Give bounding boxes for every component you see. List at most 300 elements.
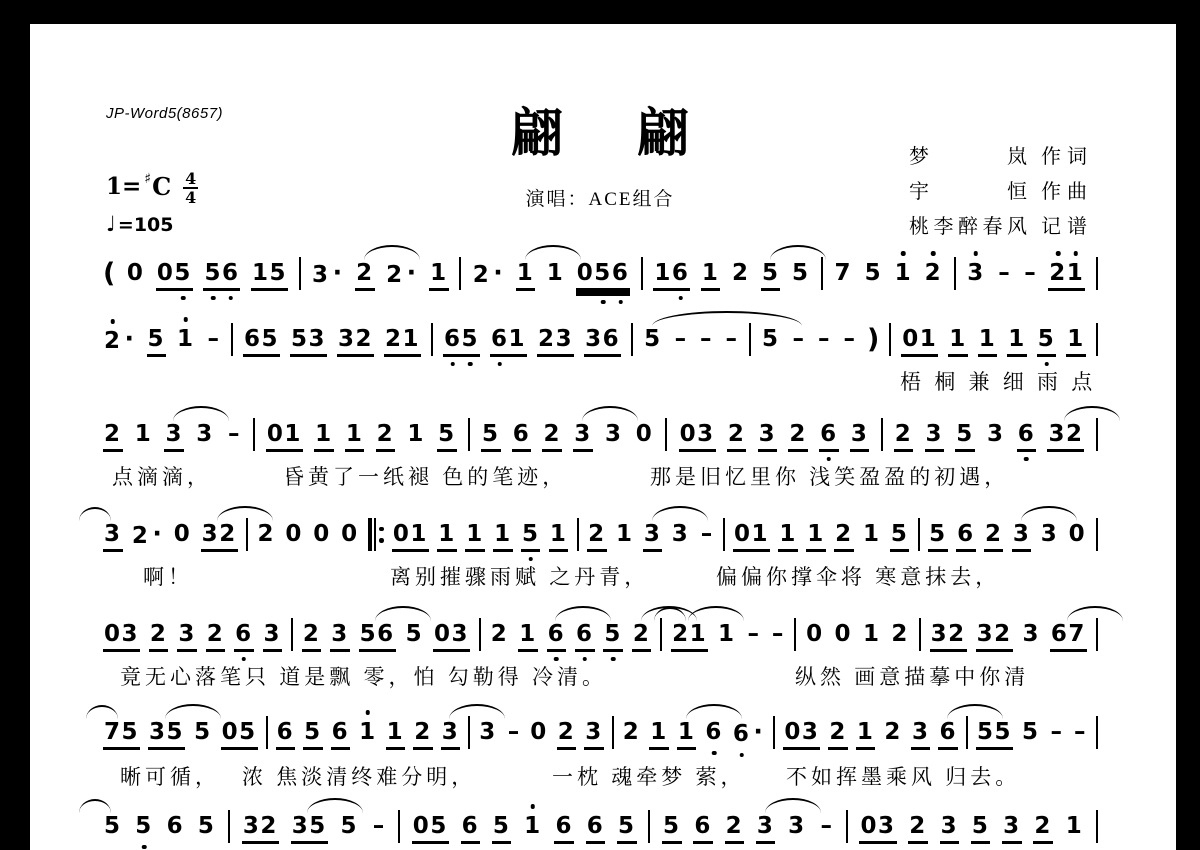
duration-dash: – [817, 326, 830, 352]
note-digit: 5 [890, 521, 909, 547]
note-digit: 2 [725, 813, 744, 839]
note-digit: 0 [341, 521, 359, 547]
lyric-segment: 那是旧忆里你 浅笑盈盈的初遇， [650, 465, 1010, 489]
note-cell [787, 813, 807, 839]
note-digit: 0 [635, 421, 654, 447]
note-digit: 1 [315, 421, 333, 447]
note-digit: 2 [414, 719, 432, 745]
note-digit: 1 [386, 719, 405, 745]
note-cell [263, 621, 283, 652]
note-cell [413, 719, 433, 750]
barline [918, 518, 920, 551]
note-cell [103, 326, 137, 354]
note-digit: 1 [177, 326, 195, 352]
note-digit: 3 [878, 813, 896, 839]
note-digit: 2 [909, 813, 927, 839]
note-digit: 6 [444, 326, 462, 352]
note-cell [443, 326, 480, 357]
lyric-row-1 [0, 366, 1200, 396]
note-cell [693, 813, 713, 844]
credit-row [909, 175, 1093, 210]
note-cell [862, 621, 882, 647]
note-cell [521, 521, 541, 552]
lyric-segment: 离别摧骤雨赋 之丹青， [390, 565, 650, 589]
note-cell [148, 719, 185, 750]
note-cell [783, 719, 820, 750]
note-digit: 3 [308, 326, 327, 352]
note-cell [546, 260, 566, 286]
note-digit: 2 [538, 326, 556, 352]
barline [749, 323, 751, 356]
credit-name: 宇恒 [909, 181, 1027, 203]
note-digit: 3 [643, 521, 662, 547]
note-cell [358, 719, 378, 745]
high-octave-dot [111, 319, 116, 324]
note-digit: 6 [377, 621, 395, 647]
note-digit: 0 [902, 326, 920, 352]
note-cell [587, 521, 607, 552]
note-cell [617, 813, 637, 844]
note-digit: 1 [345, 421, 364, 447]
barline [468, 716, 470, 749]
note-cell [761, 326, 781, 352]
low-octave-dot [618, 300, 623, 305]
note-cell [392, 521, 429, 552]
note-cell [242, 813, 279, 844]
time-signature [183, 171, 198, 205]
note-cell [472, 260, 506, 288]
note-cell [405, 621, 425, 647]
note-digit: 2 [543, 421, 561, 447]
note-cell [576, 260, 631, 291]
note-cell [1021, 719, 1041, 745]
note-cell [573, 421, 593, 452]
note-digit: 5 [438, 421, 456, 447]
note-digit: 3 [574, 421, 592, 447]
note-digit: 2 [104, 328, 122, 354]
note-cell [554, 813, 574, 844]
note-digit: 3 [604, 421, 623, 447]
note-digit: 3 [312, 262, 330, 288]
lyric-row-3 [0, 561, 1200, 591]
note-cell [134, 813, 154, 839]
lyric-segment: 竟无心落笔只 道是飘 零，怕 勾勒得 冷清。 [120, 665, 607, 689]
note-digit: 2 [731, 260, 750, 286]
note-digit: 5 [929, 521, 947, 547]
note-digit: 6 [576, 621, 594, 647]
note-digit: 2 [149, 621, 168, 647]
note-cell [173, 521, 193, 547]
note-cell [547, 621, 567, 652]
note-digit: 5 [309, 813, 327, 839]
note-cell [1037, 326, 1057, 357]
note-cell [461, 813, 481, 844]
note-cell [493, 521, 513, 552]
credit-role: 作词 [1041, 146, 1093, 168]
duration-dash: – [700, 521, 713, 547]
note-digit: 2 [385, 326, 403, 352]
note-digit: 3 [976, 621, 995, 647]
note-cell [671, 621, 708, 652]
note-digit: 0 [126, 260, 145, 286]
note-digit: 6 [491, 326, 509, 352]
duration-dash: – [507, 719, 520, 745]
note-cell [512, 421, 532, 452]
note-digit: 5 [1022, 719, 1040, 745]
note-cell [221, 719, 258, 750]
note-digit: 3 [756, 813, 775, 839]
augmentation-dot: · [753, 717, 765, 746]
tempo-value: =105 [117, 214, 174, 236]
barline [246, 518, 248, 551]
note-cell [615, 521, 635, 547]
note-digit: 6 [1018, 421, 1036, 447]
watermark-text: JP-Word5(8657) [106, 105, 224, 122]
note-digit: 2 [891, 621, 909, 647]
note-cell [622, 719, 642, 745]
note-cell [103, 421, 123, 452]
note-digit: 3 [196, 421, 214, 447]
note-digit: 1 [701, 260, 720, 286]
note-cell [195, 421, 215, 447]
note-digit: 5 [290, 326, 309, 352]
repeat-dots [379, 527, 384, 543]
note-cell [584, 326, 621, 357]
note-digit: 1 [919, 326, 938, 352]
note-digit: 2 [948, 621, 966, 647]
note-digit: 2 [984, 521, 1003, 547]
note-digit: 0 [860, 813, 878, 839]
barline [648, 810, 650, 843]
note-digit: 2 [829, 719, 847, 745]
barline [468, 418, 470, 451]
performer-line: 演唱：ACE组合 [525, 189, 675, 210]
note-digit: 3 [1003, 813, 1021, 839]
note-digit: 5 [604, 621, 622, 647]
note-digit: 1 [616, 521, 634, 547]
note-cell [758, 421, 778, 452]
note-cell [679, 421, 716, 452]
high-octave-dot [531, 804, 536, 809]
high-octave-dot [366, 710, 371, 715]
note-digit: 5 [194, 719, 212, 745]
note-cell [330, 621, 350, 652]
note-cell [1048, 260, 1085, 291]
note-digit: 1 [689, 621, 708, 647]
note-cell [385, 260, 419, 288]
note-cell [955, 421, 975, 452]
high-octave-dot [1073, 251, 1078, 256]
note-digit: 2 [206, 621, 225, 647]
note-cell [704, 719, 724, 745]
note-digit: 1 [546, 260, 565, 286]
note-digit: 5 [994, 719, 1012, 745]
barline [723, 518, 725, 551]
note-digit: 3 [585, 719, 603, 745]
note-cell [976, 719, 1013, 750]
duration-dash: – [700, 326, 712, 352]
title-character: 翩 [510, 103, 563, 164]
note-cell [911, 719, 931, 750]
note-digit: 0 [834, 621, 853, 647]
note-digit: 5 [261, 326, 279, 352]
note-cell [806, 521, 826, 552]
note-cell [311, 260, 345, 288]
note-digit: 6 [957, 521, 975, 547]
note-digit: 5 [304, 719, 322, 745]
music-line-2 [103, 326, 1098, 357]
note-digit: 1 [949, 326, 967, 352]
barline [253, 418, 255, 451]
duration-dash: – [1074, 719, 1086, 745]
note-digit: 1 [650, 719, 668, 745]
lyric-segment: 啊！ [143, 565, 193, 589]
note-cell [632, 621, 652, 652]
note-digit: 0 [530, 719, 548, 745]
note-cell [649, 719, 669, 750]
note-digit: 3 [555, 326, 574, 352]
note-cell [149, 621, 169, 652]
key-signature [106, 169, 198, 207]
note-cell [542, 421, 562, 452]
note-cell [1017, 421, 1037, 452]
augmentation-dot: · [406, 258, 418, 287]
note-cell [481, 421, 501, 452]
low-octave-dot [142, 845, 147, 850]
augmentation-dot: · [493, 258, 505, 287]
note-cell [518, 621, 538, 652]
note-cell [1012, 521, 1032, 552]
note-cell [557, 719, 577, 750]
note-digit: 2 [260, 813, 278, 839]
note-cell [529, 719, 549, 745]
duration-dash: – [207, 326, 219, 352]
note-digit: 1 [466, 521, 484, 547]
note-cell [437, 521, 457, 552]
barline [821, 257, 823, 290]
note-digit: 3 [104, 521, 122, 547]
note-digit: 6 [1050, 621, 1069, 647]
duration-dash: – [771, 621, 784, 647]
high-octave-dot [901, 251, 906, 256]
note-cell [978, 326, 998, 357]
note-cell [386, 719, 406, 750]
lyric-segment: 不如挥墨乘风 归去。 [786, 765, 1021, 789]
note-digit: 5 [462, 326, 480, 352]
note-digit: 1 [524, 813, 542, 839]
note-cell [331, 719, 351, 750]
note-digit: 5 [976, 719, 995, 745]
note-digit: 1 [251, 260, 270, 286]
lyric-segment: 纵然 画意描摹中你清 [795, 665, 1030, 689]
lyric-row-2 [0, 461, 1200, 491]
note-cell [339, 813, 359, 839]
note-cell [478, 719, 498, 745]
note-digit: 1 [751, 521, 769, 547]
augmentation-dot: · [332, 258, 344, 287]
note-digit: 0 [733, 521, 752, 547]
note-digit: 2 [588, 521, 606, 547]
note-digit: 3 [925, 421, 944, 447]
barline [1096, 323, 1098, 356]
note-digit: 0 [104, 621, 122, 647]
duration-dash: – [725, 326, 738, 352]
note-digit: 1 [862, 621, 881, 647]
note-digit: 1 [1067, 260, 1085, 286]
note-digit: 5 [792, 260, 810, 286]
note-cell [166, 813, 186, 839]
duration-dash: – [747, 621, 759, 647]
note-cell [156, 260, 193, 291]
note-digit: 0 [806, 621, 824, 647]
note-digit: 5 [174, 260, 192, 286]
note-cell [376, 421, 396, 452]
note-digit: 3 [201, 521, 220, 547]
note-digit: 2 [632, 621, 651, 647]
note-digit: 1 [1065, 813, 1084, 839]
note-digit: 2 [257, 521, 275, 547]
note-digit: 6 [602, 326, 621, 352]
note-digit: 1 [430, 260, 448, 286]
note-cell [437, 421, 457, 452]
note-cell [490, 326, 527, 357]
note-cell [862, 521, 882, 547]
barline [919, 618, 921, 651]
note-cell [635, 421, 655, 447]
note-cell [103, 621, 140, 652]
note-digit: 6 [586, 813, 605, 839]
barline [794, 618, 796, 651]
note-cell [731, 260, 751, 286]
barline [631, 323, 633, 356]
music-line-4 [103, 521, 1098, 552]
note-cell [465, 521, 485, 552]
note-cell [291, 813, 328, 844]
note-digit: 6 [612, 260, 630, 286]
note-digit: 6 [705, 719, 723, 745]
note-digit: 1 [1067, 326, 1085, 352]
duration-dash: – [820, 813, 832, 839]
lyric-row-4 [0, 661, 1200, 691]
note-digit: 3 [697, 421, 715, 447]
note-digit: 2 [386, 262, 404, 288]
note-digit: 1 [494, 521, 512, 547]
note-cell [523, 813, 543, 839]
note-cell [586, 813, 606, 844]
note-digit: 6 [555, 813, 573, 839]
note-digit: 1 [677, 719, 696, 745]
note-digit: 6 [512, 421, 531, 447]
note-cell [908, 813, 928, 844]
note-cell [256, 521, 276, 547]
barline [1096, 257, 1098, 290]
note-digit: 3 [671, 521, 690, 547]
credit-role: 记谱 [1041, 216, 1093, 238]
note-cell [859, 813, 896, 844]
note-cell [986, 421, 1006, 447]
note-cell [643, 521, 663, 552]
note-digit: 7 [104, 719, 122, 745]
key-tonic: C [152, 172, 172, 201]
note-digit: 5 [956, 421, 974, 447]
note-digit: 3 [758, 421, 777, 447]
note-digit: 6 [461, 813, 480, 839]
note-cell [701, 260, 721, 291]
music-line-6 [103, 719, 1098, 750]
note-digit: 2 [884, 719, 902, 745]
barline [459, 257, 461, 290]
note-digit: 0 [285, 521, 303, 547]
note-cell [490, 621, 510, 647]
note-digit: 7 [834, 260, 853, 286]
note-digit: 6 [276, 719, 295, 745]
note-cell [671, 521, 691, 547]
note-digit: 3 [986, 421, 1005, 447]
note-digit: 5 [147, 326, 166, 352]
barline [773, 716, 775, 749]
note-cell [850, 421, 870, 452]
note-digit: 5 [104, 813, 122, 839]
note-digit: 6 [694, 813, 712, 839]
note-cell [276, 719, 296, 750]
note-cell [340, 521, 360, 547]
note-cell [984, 521, 1004, 552]
note-cell [791, 260, 811, 286]
note-digit: 1 [895, 260, 913, 286]
note-cell [193, 719, 213, 745]
note-digit: 1 [779, 521, 797, 547]
note-digit: 5 [430, 813, 448, 839]
credit-role: 作曲 [1041, 181, 1093, 203]
title-character: 翩 [637, 103, 690, 164]
note-digit: 5 [340, 813, 358, 839]
low-octave-dot [678, 296, 683, 301]
note-digit: 3 [441, 719, 460, 745]
note-cell [429, 260, 449, 291]
note-digit: 5 [762, 326, 780, 352]
barline [291, 618, 293, 651]
note-digit: 5 [166, 719, 185, 745]
note-cell [834, 621, 854, 647]
note-cell [864, 260, 884, 286]
note-cell [177, 621, 197, 652]
note-digit: 3 [331, 621, 349, 647]
note-cell [1033, 813, 1053, 844]
note-digit: 3 [801, 719, 820, 745]
barline [1096, 418, 1098, 451]
note-digit: 0 [313, 521, 331, 547]
low-octave-dot [228, 296, 233, 301]
note-cell [176, 326, 196, 352]
note-digit: 3 [291, 813, 310, 839]
note-digit: 1 [438, 521, 456, 547]
lyric-segment: 晰可循， [120, 765, 220, 789]
note-cell [819, 421, 839, 452]
note-cell [284, 521, 304, 547]
note-digit: 0 [173, 521, 192, 547]
credits-block [909, 140, 1093, 245]
note-digit: 2 [131, 523, 150, 549]
note-digit: 1 [856, 719, 875, 745]
note-digit: 5 [204, 260, 222, 286]
duration-dash: – [1050, 719, 1063, 745]
note-digit: 3 [121, 621, 140, 647]
note-digit: 2 [472, 262, 491, 288]
low-octave-dot [211, 296, 216, 301]
barline [612, 716, 614, 749]
note-cell [948, 326, 968, 357]
barline [1096, 518, 1098, 551]
